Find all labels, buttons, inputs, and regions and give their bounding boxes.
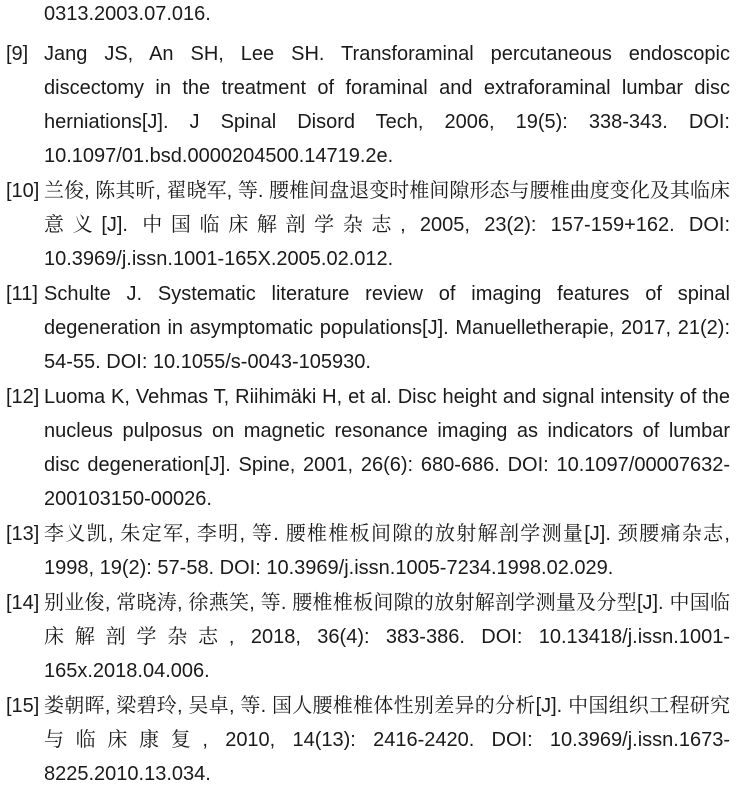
reference-text: 李义凯, 朱定军, 李明, 等. 腰椎椎板间隙的放射解剖学测量[J]. 颈腰痛杂志, 1998, 19(2): 57-58. DOI: 10.3969/j.issn.1005-7234.1998.02.029. [44,523,730,579]
reference-number: [9] [6,43,29,65]
reference-item [6,37,730,173]
reference-number: [11] [6,283,38,305]
reference-text: 娄朝晖, 梁碧玲, 吴卓, 等. 国人腰椎椎体性别差异的分析[J]. 中国组织工程研究与临床康复, 2010, 14(13): 2416-2420. DOI: 10.3969/j.issn.1673-8225.2010.13.034. [44,695,730,785]
reference-number: [12] [6,386,40,408]
reference-item [6,517,730,585]
reference-item [6,174,730,276]
reference-item [6,689,730,791]
reference-list [6,37,730,792]
reference-number: [15] [6,695,40,717]
reference-number: [14] [6,592,40,614]
reference-item [6,586,730,688]
reference-text: Luoma K, Vehmas T, Riihimäki H, et al. Disc height and signal intensity of the nucleus pulposus on magnetic resonance imaging as indicators of lumbar disc degeneration[J]. Spine, 2001, 26(6): 680-686. DOI: 10.1097/00007632-200103150-00026. [44,386,730,510]
reference-item [6,277,730,379]
reference-text: 别业俊, 常晓涛, 徐燕笑, 等. 腰椎椎板间隙的放射解剖学测量及分型[J]. 中国临床解剖学杂志, 2018, 36(4): 383-386. DOI: 10.13418/j.issn.1001-165x.2018.04.006. [44,592,730,682]
reference-text: Jang JS, An SH, Lee SH. Transforaminal percutaneous endoscopic discectomy in the treatment of foraminal and extraforaminal lumbar disc herniations[J]. J Spinal Disord Tech, 2006, 19(5): 338-343. DOI: 10.1097/01.bsd.0000204500.14719.2e. [44,43,730,167]
reference-number: [13] [6,523,40,545]
reference-text: 兰俊, 陈其昕, 翟晓军, 等. 腰椎间盘退变时椎间隙形态与腰椎曲度变化及其临床意义[J]. 中国临床解剖学杂志, 2005, 23(2): 157-159+162. DOI: 10.3969/j.issn.1001-165X.2005.02.012. [44,180,730,270]
reference-text: Schulte J. Systematic literature review of imaging features of spinal degeneration in asymptomatic populations[J]. Manuelletherapie, 2017, 21(2): 54-55. DOI: 10.1055/s-0043-105930. [44,283,730,373]
reference-number: [10] [6,180,40,202]
reference-item [6,380,730,516]
reference-continuation: 0313.2003.07.016. [44,3,211,25]
